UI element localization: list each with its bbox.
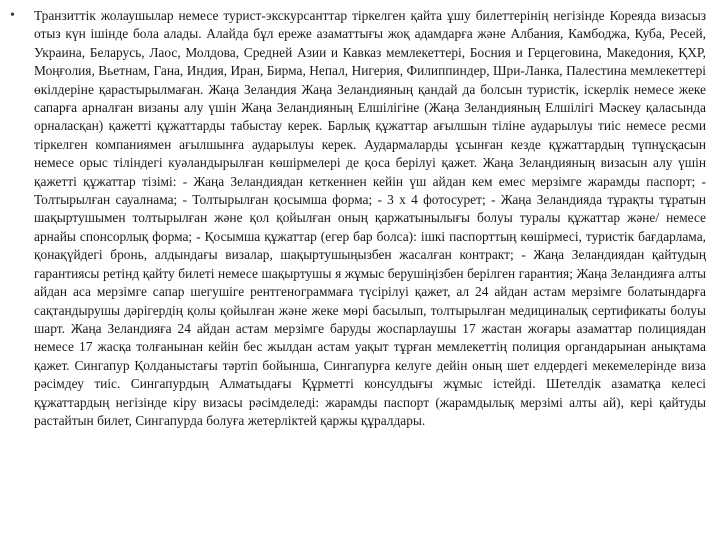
bullet-item [10, 7, 710, 430]
body-paragraph: Транзиттік жолаушылар немесе турист-экскурсанттар тіркелген қайта ұшу билеттерінің негізінде Кореяда визасыз отыз күн ішінде бола алады. Алайда бұл ереже азаматтығы жоқ адамдарға және Албания, Камбоджа, Куба, Ресей, Украина, Беларусь, Лаос, Молдова, Средней Азии и Кавказ мемлекеттері, Босния и Герцеговина, Македония, ҚХР, Моңғолия, Вьетнам, Гана, Индия, Иран, Бирма, Непал, Нигерия, Филиппиндер, Шри-Ланка, Палестина мемлекеттері өкілдеріне қарастырылмаған. Жаңа Зеландия Жаңа Зеландияның қандай да болсын туристік, іскерлік немесе жеке сапарға арналған визаны алу үшін Жаңа Зеландияның Елшілігіне (Жаңа Зеландияның Елшілігі Мәскеу қаласында орналасқан) қажетті құжаттарды табыстау керек. Барлық құжаттар ағылшын тіліне аударылуы тиіс немесе ресми тіркелген компаниямен ағылшынға аударылуы керек. Аудармаларды ұсынған кезде құжаттардың түпнұсқасын немесе орыс тіліндегі куәландырылған көшірмелері де қоса берілуі қажет. Жаңа Зеландияның визасын алу үшін қажетті құжаттар тізімі: - Жаңа Зеландиядан кеткеннен кейін үш айдан кем емес мерзімге жарамды паспорт; - Толтырылған сауалнама; - Толтырылған қосымша форма; - 3 х 4 фотосурет; - Жаңа Зеландияда тұрақты тұратын шақыртушымен толтырылған және қол қойылған оның қаржатынылығы болуы туралы құжаттар және/ немесе арнайы спонсорлық форма; - Қосымша құжаттар (егер бар болса): ішкі паспорттың көшірмесі, туристік бағдарлама, қонақүйдегі бронь, алдындағы визалар, шақыртушыңызбен жасалған контракт; - Жаңа Зеландиядан қайтудың гарантиясы ретінд қайту билеті немесе шақыртушы я жұмыс берушіңізбен берілген гарантия; Жаңа Зеландияға алты айдан аса мерзімге сапар шегушіге рентгенограммаға түсірілуі қажет, ал 24 айдан астам мерзімге болатындарға сақтандырушы дәрігердің қолы қойылған және жеке мөрі басылып, толтырылған медициналық сертификаты болуы шарт. Жаңа Зеландияға 24 айдан астам мерзімге баруды жоспарлаушы 17 жастан жоғары азаматтар полициядан немесе 17 жасқа толғанынан кейін бес жылдан астам уақыт тұрған мемлекеттің полиция органдарынан анықтама қажет. Сингапур Қолданыстағы тәртіп бойынша, Сингапурға келуге дейін оның шет елдердегі мекемелерінде виза рәсімдеу тиіс. Сингапурдың Алматыдағы Құрметті консулдығы жұмыс істейді. Шетелдік азаматқа келесі құжаттардың негізінде кіру визасы рәсімделеді: жарамды паспорт (жарамдылық мерзімі алты ай), кері қайтуды растайтын билет, Сингапурда болуға жетерліктей қаржы құралдары. [34, 8, 706, 428]
bullet-marker: • [10, 8, 15, 23]
